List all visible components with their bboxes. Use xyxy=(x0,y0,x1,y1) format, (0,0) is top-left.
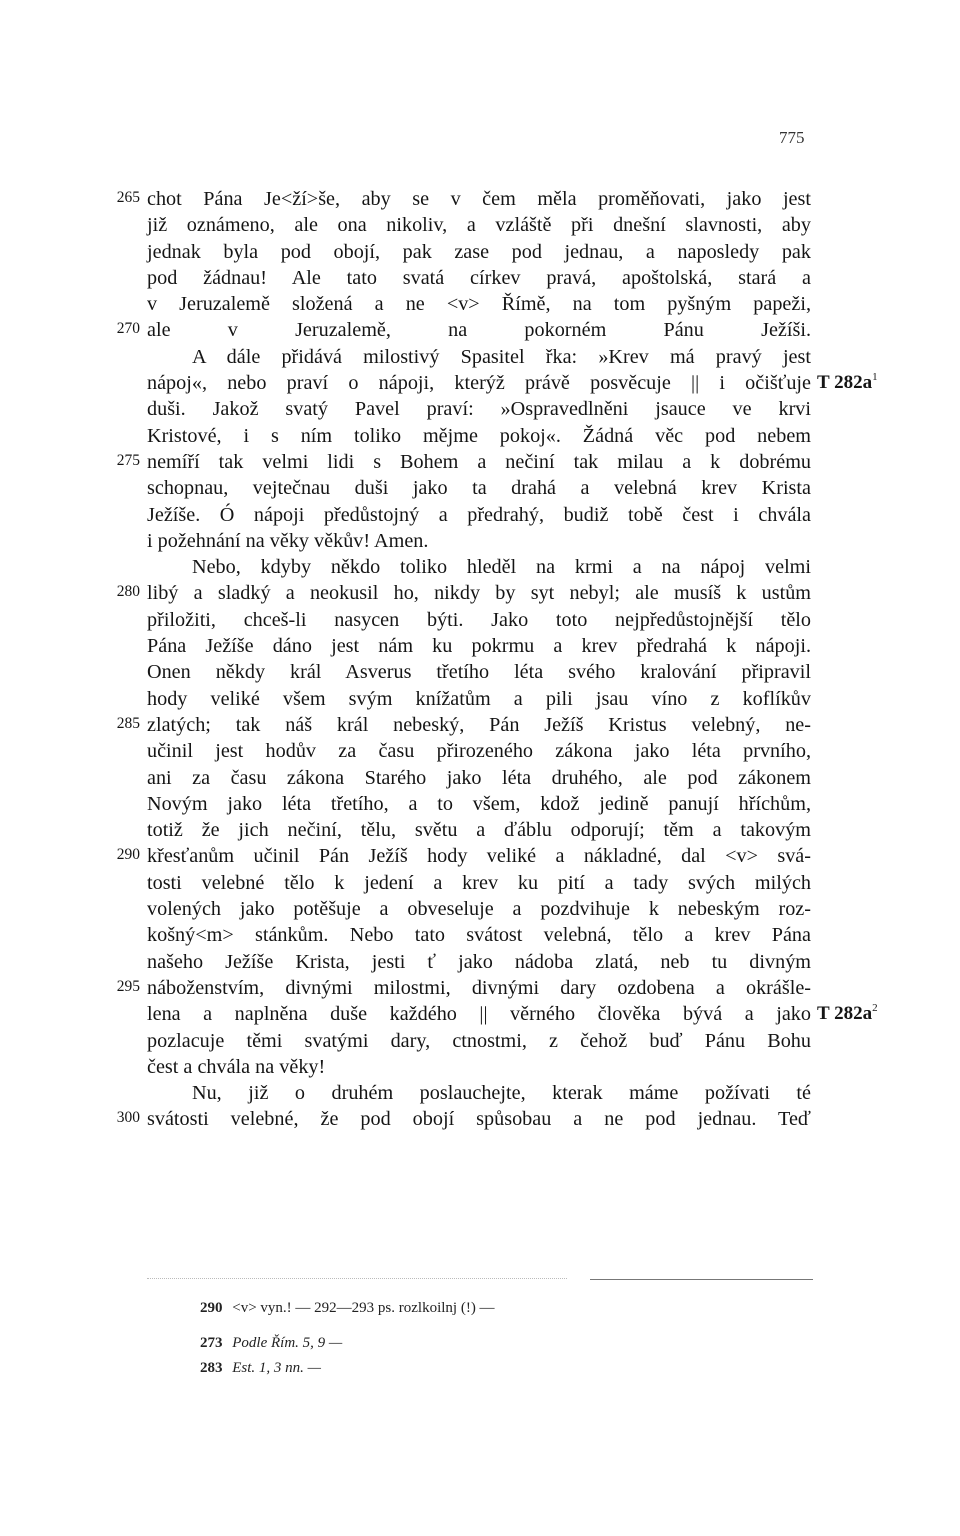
text-line xyxy=(0,686,960,712)
line-number: 300 xyxy=(116,1109,140,1127)
line-text: náboženstvím, divnými milostmi, divnými dary ozdobena a okrášle- xyxy=(147,976,811,999)
line-text: nemíří tak velmi lidi s Bohem a nečiní tak milau a k dobrému xyxy=(147,450,811,473)
text-body xyxy=(0,186,960,1133)
footnote-separator xyxy=(590,1279,813,1280)
line-text: Nebo, kdyby někdo toliko hleděl na krmi a na nápoj velmi xyxy=(192,556,811,579)
margin-reference-sup: 1 xyxy=(872,371,878,384)
text-line xyxy=(0,291,960,317)
footnote-text: <v> vyn.! — 292—293 ps. rozlkoilnj (!) — xyxy=(232,1300,495,1316)
text-line xyxy=(0,896,960,922)
line-text: A dále přidává milostivý Spasitel řka: »Krev má pravý jest xyxy=(192,345,811,368)
footnote-ref: 290 xyxy=(200,1300,223,1316)
text-line xyxy=(0,738,960,764)
footnotes xyxy=(200,1300,495,1385)
margin-reference xyxy=(817,1002,878,1025)
footnote xyxy=(200,1335,495,1360)
footnote-text: Est. 1, 3 nn. — xyxy=(232,1360,322,1376)
text-line xyxy=(0,317,960,343)
line-text: Kristové, i s ním toliko mějme pokoj«. Žádná věc pod nebem xyxy=(147,424,811,447)
margin-reference-label: T 282a xyxy=(817,372,873,394)
line-text: našeho Ježíše Krista, jesti ť jako nádoba zlatá, neb tu divným xyxy=(147,950,811,973)
line-text: Novým jako léta třetího, a to všem, kdož jedině panují hříchům, xyxy=(147,792,811,815)
text-line xyxy=(0,870,960,896)
text-line xyxy=(0,1001,960,1027)
line-text: jednak byla pod obojí, pak zase pod jednau, a naposledy pak xyxy=(147,240,811,263)
line-text: zlatých; tak náš král nebeský, Pán Ježíš Kristus velebný, ne- xyxy=(147,713,811,736)
text-line xyxy=(0,817,960,843)
footnote-text: Podle Řím. 5, 9 — xyxy=(232,1335,343,1351)
text-line xyxy=(0,659,960,685)
text-line xyxy=(0,922,960,948)
line-text: nápoj«, nebo praví o nápoji, kterýž právě posvěcuje || i očišťuje xyxy=(147,372,811,395)
text-line xyxy=(0,1028,960,1054)
footnote xyxy=(200,1360,495,1385)
line-text: duši. Jakož svatý Pavel praví: »Ospravedlněni jsauce ve krvi xyxy=(147,398,811,421)
line-text: Ježíše. Ó nápoji předůstojný a předrahý, budiž tobě čest i chvála xyxy=(147,503,811,526)
line-text: v Jeruzalemě složená a ne <v> Římě, na tom pyšným papeži, xyxy=(147,293,811,316)
text-line xyxy=(0,396,960,422)
margin-reference xyxy=(817,371,878,394)
line-number: 290 xyxy=(116,846,140,864)
text-line xyxy=(0,475,960,501)
text-line xyxy=(0,791,960,817)
text-line xyxy=(0,239,960,265)
text-line xyxy=(0,607,960,633)
footnote-ref: 283 xyxy=(200,1360,223,1376)
footnote xyxy=(200,1300,495,1325)
line-text: pod žádnau! Ale tato svatá církev pravá, apoštolská, stará a xyxy=(147,266,811,289)
line-text: košný<m> stánkům. Nebo tato svátost velebná, tělo a krev Pána xyxy=(147,924,811,947)
text-line xyxy=(0,186,960,212)
text-line xyxy=(0,843,960,869)
line-text: Onen někdy král Asverus třetího léta svého kralování připravil xyxy=(147,661,811,684)
page-number: 775 xyxy=(779,128,805,147)
text-line xyxy=(0,633,960,659)
line-number: 295 xyxy=(116,977,140,995)
text-line xyxy=(0,1054,960,1080)
line-text: volených jako potěšuje a obveseluje a pozdvihuje k nebeským roz- xyxy=(147,898,811,921)
margin-reference-label: T 282a xyxy=(817,1003,873,1025)
text-line xyxy=(0,712,960,738)
line-text: Nu, již o druhém poslauchejte, kterak máme požívati té xyxy=(192,1082,811,1105)
line-text: schopnau, vejtečnau duši jako ta drahá a velebná krev Krista xyxy=(147,477,811,500)
line-text: hody veliké všem svým knížatům a pili jsau víno z koflíkův xyxy=(147,687,811,710)
line-text: libý a sladký a neokusil ho, nikdy by syt nebyl; ale musíš k ustům xyxy=(147,582,811,605)
line-text: učinil jest hodův za času přirozeného zákona jako léta prvního, xyxy=(147,740,811,763)
line-text: svátosti velebné, že pod obojí spůsobau a ne pod jednau. Teď xyxy=(147,1108,811,1131)
line-text: čest a chvála na věky! xyxy=(147,1055,326,1078)
text-line xyxy=(0,975,960,1001)
line-text: Pána Ježíše dáno jest nám ku pokrmu a krev předrahá k nápoji. xyxy=(147,635,811,658)
line-text: ale v Jeruzalemě, na pokorném Pánu Ježíši. xyxy=(147,319,811,342)
line-text: chot Pána Je<ží>še, aby se v čem měla proměňovati, jako jest xyxy=(147,188,811,210)
text-line xyxy=(0,1106,960,1132)
text-line xyxy=(0,423,960,449)
line-text: ani za času zákona Starého jako léta druhého, ale pod zákonem xyxy=(147,766,811,789)
line-text: lena a naplněna duše každého || věrného člověka bývá a jako xyxy=(147,1003,811,1026)
line-number: 280 xyxy=(116,583,140,601)
text-line xyxy=(0,949,960,975)
line-number: 275 xyxy=(116,451,140,469)
text-line xyxy=(0,765,960,791)
text-line xyxy=(0,1080,960,1106)
footnote-separator-dotted xyxy=(147,1278,567,1279)
text-line xyxy=(0,265,960,291)
text-line xyxy=(0,344,960,370)
line-number: 265 xyxy=(116,189,140,206)
text-line xyxy=(0,212,960,238)
text-line xyxy=(0,528,960,554)
line-text: již oznámeno, ale ona nikoliv, a vzláště při dnešní slavnosti, aby xyxy=(147,214,811,237)
margin-reference-sup: 2 xyxy=(872,1002,878,1015)
text-line xyxy=(0,580,960,606)
text-line xyxy=(0,502,960,528)
line-number: 270 xyxy=(116,320,140,338)
footnote-ref: 273 xyxy=(200,1335,223,1351)
line-number: 285 xyxy=(116,714,140,732)
line-text: tosti velebné tělo k jedení a krev ku pití a tady svých milých xyxy=(147,871,811,894)
line-text: i požehnání na věky věkův! Amen. xyxy=(147,529,429,552)
line-text: pozlacuje těmi svatými dary, ctnostmi, z čehož buď Pánu Bohu xyxy=(147,1029,811,1052)
text-line xyxy=(0,554,960,580)
text-line xyxy=(0,449,960,475)
line-text: přiložiti, chceš-li nasycen býti. Jako toto nejpředůstojnější tělo xyxy=(147,608,811,631)
line-text: křesťanům učinil Pán Ježíš hody veliké a nákladné, dal <v> svá- xyxy=(147,845,811,868)
line-text: totiž že jich nečiní, tělu, světu a ďáblu odporují; těm a takovým xyxy=(147,819,811,842)
text-line xyxy=(0,370,960,396)
